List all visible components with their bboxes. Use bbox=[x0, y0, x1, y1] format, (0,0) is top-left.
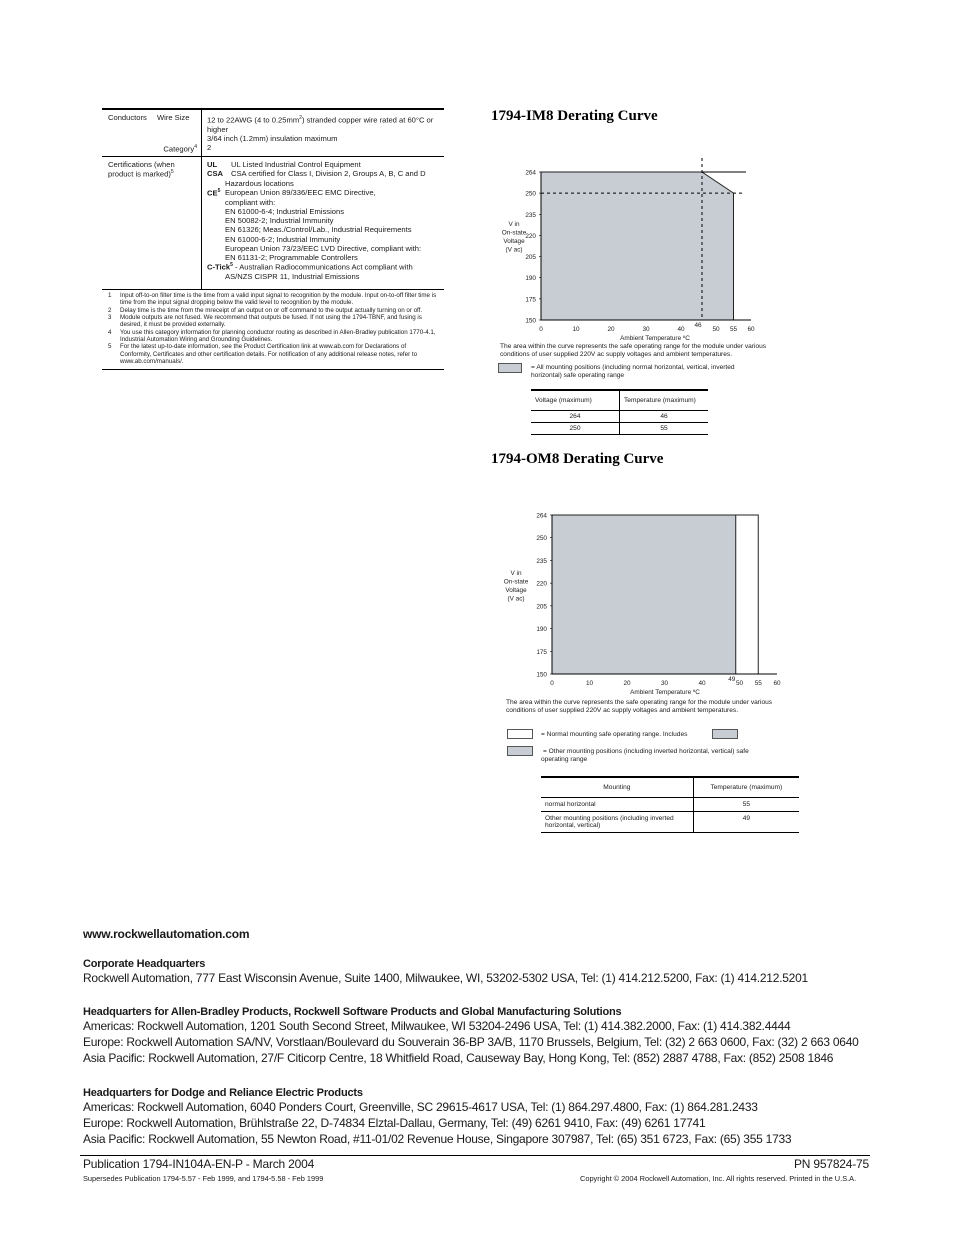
ab-heading: Headquarters for Allen-Bradley Products, Rockwell Software Products and Global Manufacturing Solutions bbox=[83, 1006, 622, 1018]
ab-address-americas: Americas: Rockwell Automation, 1201 South Second Street, Milwaukee, WI 53204-2496 USA, Tel: (1) 414.382.2000, Fax: (1) 414.382.4444 bbox=[83, 1019, 791, 1033]
cert-ce-line-5: EN 61000-6-2; Industrial Immunity bbox=[225, 234, 341, 244]
certifications-value-cell bbox=[202, 157, 444, 289]
table-header: Temperature (maximum) bbox=[710, 784, 783, 791]
y-tick-label: 220 bbox=[525, 232, 536, 240]
x-tick-label: 10 bbox=[585, 680, 594, 687]
wire-size-label: Wire Size bbox=[156, 113, 190, 122]
website-link[interactable]: www.rockwellautomation.com bbox=[83, 927, 250, 941]
category-label: Category bbox=[163, 144, 195, 154]
footnote-number: 4 bbox=[108, 328, 112, 336]
table-header-row bbox=[531, 390, 708, 411]
cert-ctick-value: - Australian Radiocommunications Act compliant with bbox=[234, 262, 413, 272]
y-tick-label: 190 bbox=[536, 626, 547, 634]
table-bottom-rule bbox=[102, 369, 444, 370]
y-tick-label: 175 bbox=[536, 648, 547, 656]
y-tick-label: 205 bbox=[525, 254, 536, 262]
y-tick-label: 175 bbox=[525, 296, 536, 304]
x-tick-label: 30 bbox=[642, 326, 650, 333]
im8-caption: The area within the curve represents the safe operating range for the module under various conditions of user supplied 220V ac supply voltages and ambient temperatures. bbox=[500, 343, 767, 359]
y-tick-label: 150 bbox=[536, 671, 547, 679]
part-number: PN 957824-75 bbox=[794, 1157, 869, 1171]
om8-legend-swatch-other bbox=[507, 746, 533, 756]
footnote bbox=[108, 292, 438, 307]
footnote-number: 5 bbox=[108, 343, 112, 351]
footnote bbox=[108, 314, 438, 329]
x-tick-label: 0 bbox=[539, 326, 543, 333]
im8-table bbox=[531, 389, 708, 435]
table-cell: 264 bbox=[531, 411, 620, 423]
cert-ul-value: UL Listed Industrial Control Equipment bbox=[231, 160, 361, 169]
y-axis-label: V in bbox=[510, 570, 522, 577]
wire-size-value-2: 3/64 inch (1.2mm) insulation maximum bbox=[207, 134, 338, 144]
y-tick-label: 150 bbox=[525, 317, 536, 325]
om8-table bbox=[541, 776, 799, 833]
ab-headquarters bbox=[83, 1006, 883, 1066]
y-axis-label: (V ac) bbox=[507, 595, 525, 603]
table-cell: 55 bbox=[742, 801, 751, 808]
x-tick-label: 60 bbox=[747, 326, 755, 333]
footnote bbox=[108, 343, 438, 365]
y-tick-label: 205 bbox=[536, 603, 547, 611]
footnote bbox=[108, 307, 438, 314]
table-cell: 55 bbox=[660, 425, 668, 432]
table-cell: normal horizontal bbox=[541, 798, 693, 812]
supersedes-note: Supersedes Publication 1794-5.57 - Feb 1999, and 1794-5.58 - Feb 1999 bbox=[83, 1174, 324, 1183]
ab-address-europe: Europe: Rockwell Automation SA/NV, Vorstlaan/Boulevard du Souverain 36-BP 3A/B, 1170 Brussels, Belgium, Tel: (32) 2 663 0600, Fax: (32) 2 663 0640 bbox=[83, 1035, 859, 1049]
footnote-text: Module outputs are not fused. We recommend that outputs be fused. If not using the 1794-TBNF, and fusing is desired, it must be provided externally. bbox=[120, 313, 422, 329]
wire-size-value-sup: 2 bbox=[299, 115, 302, 121]
website[interactable] bbox=[83, 925, 883, 943]
spec-table bbox=[102, 108, 444, 370]
y-tick-label: 264 bbox=[525, 169, 536, 177]
category-label-wrap bbox=[163, 144, 197, 154]
im8-legend-swatch bbox=[498, 363, 522, 373]
om8-legend-normal: = Normal mounting safe operating range. Includes bbox=[541, 731, 688, 738]
om8-legend-swatch-normal bbox=[507, 729, 533, 739]
table-cell: 49 bbox=[742, 815, 751, 822]
cert-ce-sup: 5 bbox=[217, 187, 221, 194]
copyright: Copyright © 2004 Rockwell Automation, Inc. All rights reserved. Printed in the U.S.A. bbox=[580, 1174, 857, 1183]
om8-legend-other: = Other mounting positions (including inverted horizontal, vertical) safe operating range bbox=[541, 748, 749, 764]
table-cell: Other mounting positions (including inverted horizontal, vertical) bbox=[541, 812, 693, 833]
category-value: 2 bbox=[207, 143, 212, 153]
cert-csa-key: CSA bbox=[207, 169, 224, 179]
om8-legend-swatch-inline bbox=[712, 729, 738, 739]
footnote-text: For the latest up-to-date information, see the Product Certification link at www.ab.com for Declarations of Conformity, Certificates and other certification details. For notification of any additional release notes, refer to www.ab.com/manuals/. bbox=[120, 343, 418, 365]
om8-caption: The area within the curve represents the safe operating range for the module under various conditions of user supplied 220V ac supply voltages and ambient temperatures. bbox=[506, 699, 773, 715]
y-axis-label: On-state bbox=[503, 578, 529, 586]
ab-address-asia: Asia Pacific: Rockwell Automation, 27/F Citicorp Centre, 18 Whitfield Road, Causeway Bay, Hong Kong, Tel: (852) 2887 4788, Fax: (852) 2508 1846 bbox=[83, 1051, 834, 1065]
cert-ce-line-7: EN 61131-2; Programmable Controllers bbox=[225, 253, 358, 263]
corporate-headquarters bbox=[83, 958, 883, 986]
cert-ce-line-1: compliant with: bbox=[225, 197, 276, 207]
cert-ce bbox=[207, 188, 440, 198]
conductors-value-cell bbox=[202, 110, 444, 156]
dodge-address-europe: Europe: Rockwell Automation, Brühlstraße 22, D-74834 Elztal-Dallau, Germany, Tel: (49) 6261 9410, Fax: (49) 6261 17741 bbox=[83, 1116, 706, 1130]
footnote-number: 1 bbox=[108, 292, 112, 299]
cert-ul-key: UL bbox=[207, 160, 218, 169]
y-tick-label: 190 bbox=[525, 275, 536, 283]
footnotes bbox=[102, 290, 444, 369]
om8-chart bbox=[490, 505, 795, 702]
y-axis-label: V in bbox=[508, 221, 520, 228]
table-header: Mounting bbox=[541, 777, 693, 798]
certifications-sup: 5 bbox=[170, 169, 174, 176]
cert-ce-line-6: European Union 73/23/EEC LVD Directive, compliant with: bbox=[225, 243, 422, 253]
im8-legend-text: = All mounting positions (including normal horizontal, vertical, inverted horizontal) safe operating range bbox=[531, 364, 735, 380]
x-tick-label: 20 bbox=[607, 326, 615, 333]
cert-ce-key: CE bbox=[207, 188, 218, 198]
cert-ce-key-wrap bbox=[207, 188, 225, 198]
footer-rule bbox=[80, 1155, 870, 1156]
safe-operating-area bbox=[541, 172, 734, 320]
x-tick-label: 50 bbox=[735, 680, 744, 687]
dodge-address-asia: Asia Pacific: Rockwell Automation, 55 Newton Road, #11-01/02 Revenue House, Singapore 307987, Tel: (65) 351 6723, Fax: (65) 355 1733 bbox=[83, 1132, 792, 1146]
footnote bbox=[108, 329, 438, 344]
x-tick-label: 10 bbox=[572, 326, 580, 333]
dodge-heading: Headquarters for Dodge and Reliance Electric Products bbox=[83, 1087, 363, 1099]
cert-ul bbox=[207, 160, 440, 169]
x-axis-label: Ambient Temperature ºC bbox=[630, 689, 700, 696]
cert-ctick-key: C-Tick bbox=[207, 262, 231, 272]
table-cell: 250 bbox=[531, 423, 620, 435]
table-cell: 46 bbox=[660, 413, 668, 420]
y-tick-label: 235 bbox=[536, 557, 547, 565]
x-tick-label: 50 bbox=[712, 326, 720, 333]
x-tick-label: 55 bbox=[754, 680, 762, 687]
x-tick-label: 40 bbox=[698, 680, 706, 687]
cert-ce-line-0: European Union 89/336/EEC EMC Directive, bbox=[225, 187, 376, 197]
certifications-row bbox=[102, 157, 444, 289]
conductors-label: Conductors bbox=[108, 113, 147, 122]
footnote-number: 2 bbox=[108, 306, 112, 314]
footnote-text: You use this category information for planning conductor routing as described in Allen-Bradley publication 1770-4.1, Industrial Automation Wiring and Grounding Guidelines. bbox=[120, 328, 436, 343]
im8-title: 1794-IM8 Derating Curve bbox=[491, 108, 658, 124]
corporate-address: Rockwell Automation, 777 East Wisconsin Avenue, Suite 1400, Milwaukee, WI, 53202-5302 USA, Tel: (1) 414.212.5200, Fax: (1) 414.212.5201 bbox=[83, 971, 808, 985]
cert-ce-line-4: EN 61326; Meas./Control/Lab., Industrial Requirements bbox=[225, 225, 412, 235]
y-axis-label: On-state bbox=[501, 229, 527, 237]
cert-ctick bbox=[207, 262, 440, 272]
y-tick-label: 250 bbox=[525, 190, 536, 198]
certifications-label-cell bbox=[102, 157, 202, 289]
wire-size-value-pre: 12 to 22AWG (4 to 0.25mm bbox=[207, 115, 300, 125]
cert-csa bbox=[207, 169, 440, 178]
footnote-text: Input off-to-on filter time is the time from a valid input signal to recognition by the module. Input on-to-off filter time is time from the input signal dropping below the valid level to recognition by the module. bbox=[120, 292, 437, 307]
x-tick-label: 0 bbox=[550, 680, 554, 687]
table-row bbox=[541, 798, 799, 812]
y-tick-label: 235 bbox=[525, 211, 536, 219]
wire-size-value-post: ) stranded copper wire rated at 60°C or higher bbox=[207, 115, 434, 134]
x-tick-label: 55 bbox=[729, 326, 738, 333]
y-axis-label: Voltage bbox=[503, 238, 525, 245]
table-header: Temperature (maximum) bbox=[624, 397, 696, 404]
cert-ce-line-2: EN 61000-6-4; Industrial Emissions bbox=[225, 206, 345, 216]
cert-csa-value-2: Hazardous locations bbox=[225, 178, 294, 188]
footnote-number: 3 bbox=[108, 313, 112, 321]
conductors-row bbox=[102, 110, 444, 156]
im8-chart bbox=[490, 150, 790, 342]
corporate-heading: Corporate Headquarters bbox=[83, 958, 206, 970]
x-tick-label: 30 bbox=[660, 680, 669, 687]
y-tick-label: 264 bbox=[536, 512, 547, 520]
x-tick-label: 60 bbox=[773, 680, 781, 687]
table-row bbox=[541, 812, 799, 833]
cert-ctick-sup: 5 bbox=[230, 262, 233, 269]
conductors-label-cell bbox=[102, 110, 202, 156]
cert-csa-value: CSA certified for Class I, Division 2, Groups A, B, C and D bbox=[231, 169, 426, 179]
safe-operating-area bbox=[552, 515, 736, 674]
x-axis-label: Ambient Temperature ºC bbox=[620, 335, 690, 342]
footnote-text: Delay time is the time from the mreceipt of an output on or off command to the output actually turning on or off. bbox=[120, 306, 423, 314]
publication-number: Publication 1794-IN104A-EN-P - March 2004 bbox=[83, 1157, 315, 1171]
y-axis-label: (V ac) bbox=[505, 246, 523, 254]
x-tick-label: 40 bbox=[677, 326, 685, 333]
x-tick-label: 49 bbox=[728, 676, 736, 683]
certifications-label: Certifications (when product is marked) bbox=[108, 160, 175, 179]
category-sup: 4 bbox=[194, 144, 197, 151]
y-tick-label: 250 bbox=[536, 535, 547, 543]
table-header-row bbox=[541, 777, 799, 798]
y-tick-label: 220 bbox=[536, 580, 547, 588]
cert-ctick-value-2: AS/NZS CISPR 11, Industrial Emissions bbox=[225, 272, 360, 282]
cert-ce-line-3: EN 50082-2; Industrial Immunity bbox=[225, 216, 334, 226]
table-header: Voltage (maximum) bbox=[531, 390, 620, 411]
table-row bbox=[531, 411, 708, 423]
om8-title: 1794-OM8 Derating Curve bbox=[491, 451, 664, 467]
table-row bbox=[531, 423, 708, 435]
wire-size-value bbox=[207, 115, 440, 134]
x-tick-label: 20 bbox=[623, 680, 631, 687]
x-tick-label: 46 bbox=[694, 322, 702, 329]
y-axis-label: Voltage bbox=[505, 587, 527, 594]
dodge-address-americas: Americas: Rockwell Automation, 6040 Ponders Court, Greenville, SC 29615-4617 USA, Tel: (1) 864.297.4800, Fax: (1) 864.281.2433 bbox=[83, 1100, 758, 1114]
dodge-headquarters bbox=[83, 1087, 883, 1147]
